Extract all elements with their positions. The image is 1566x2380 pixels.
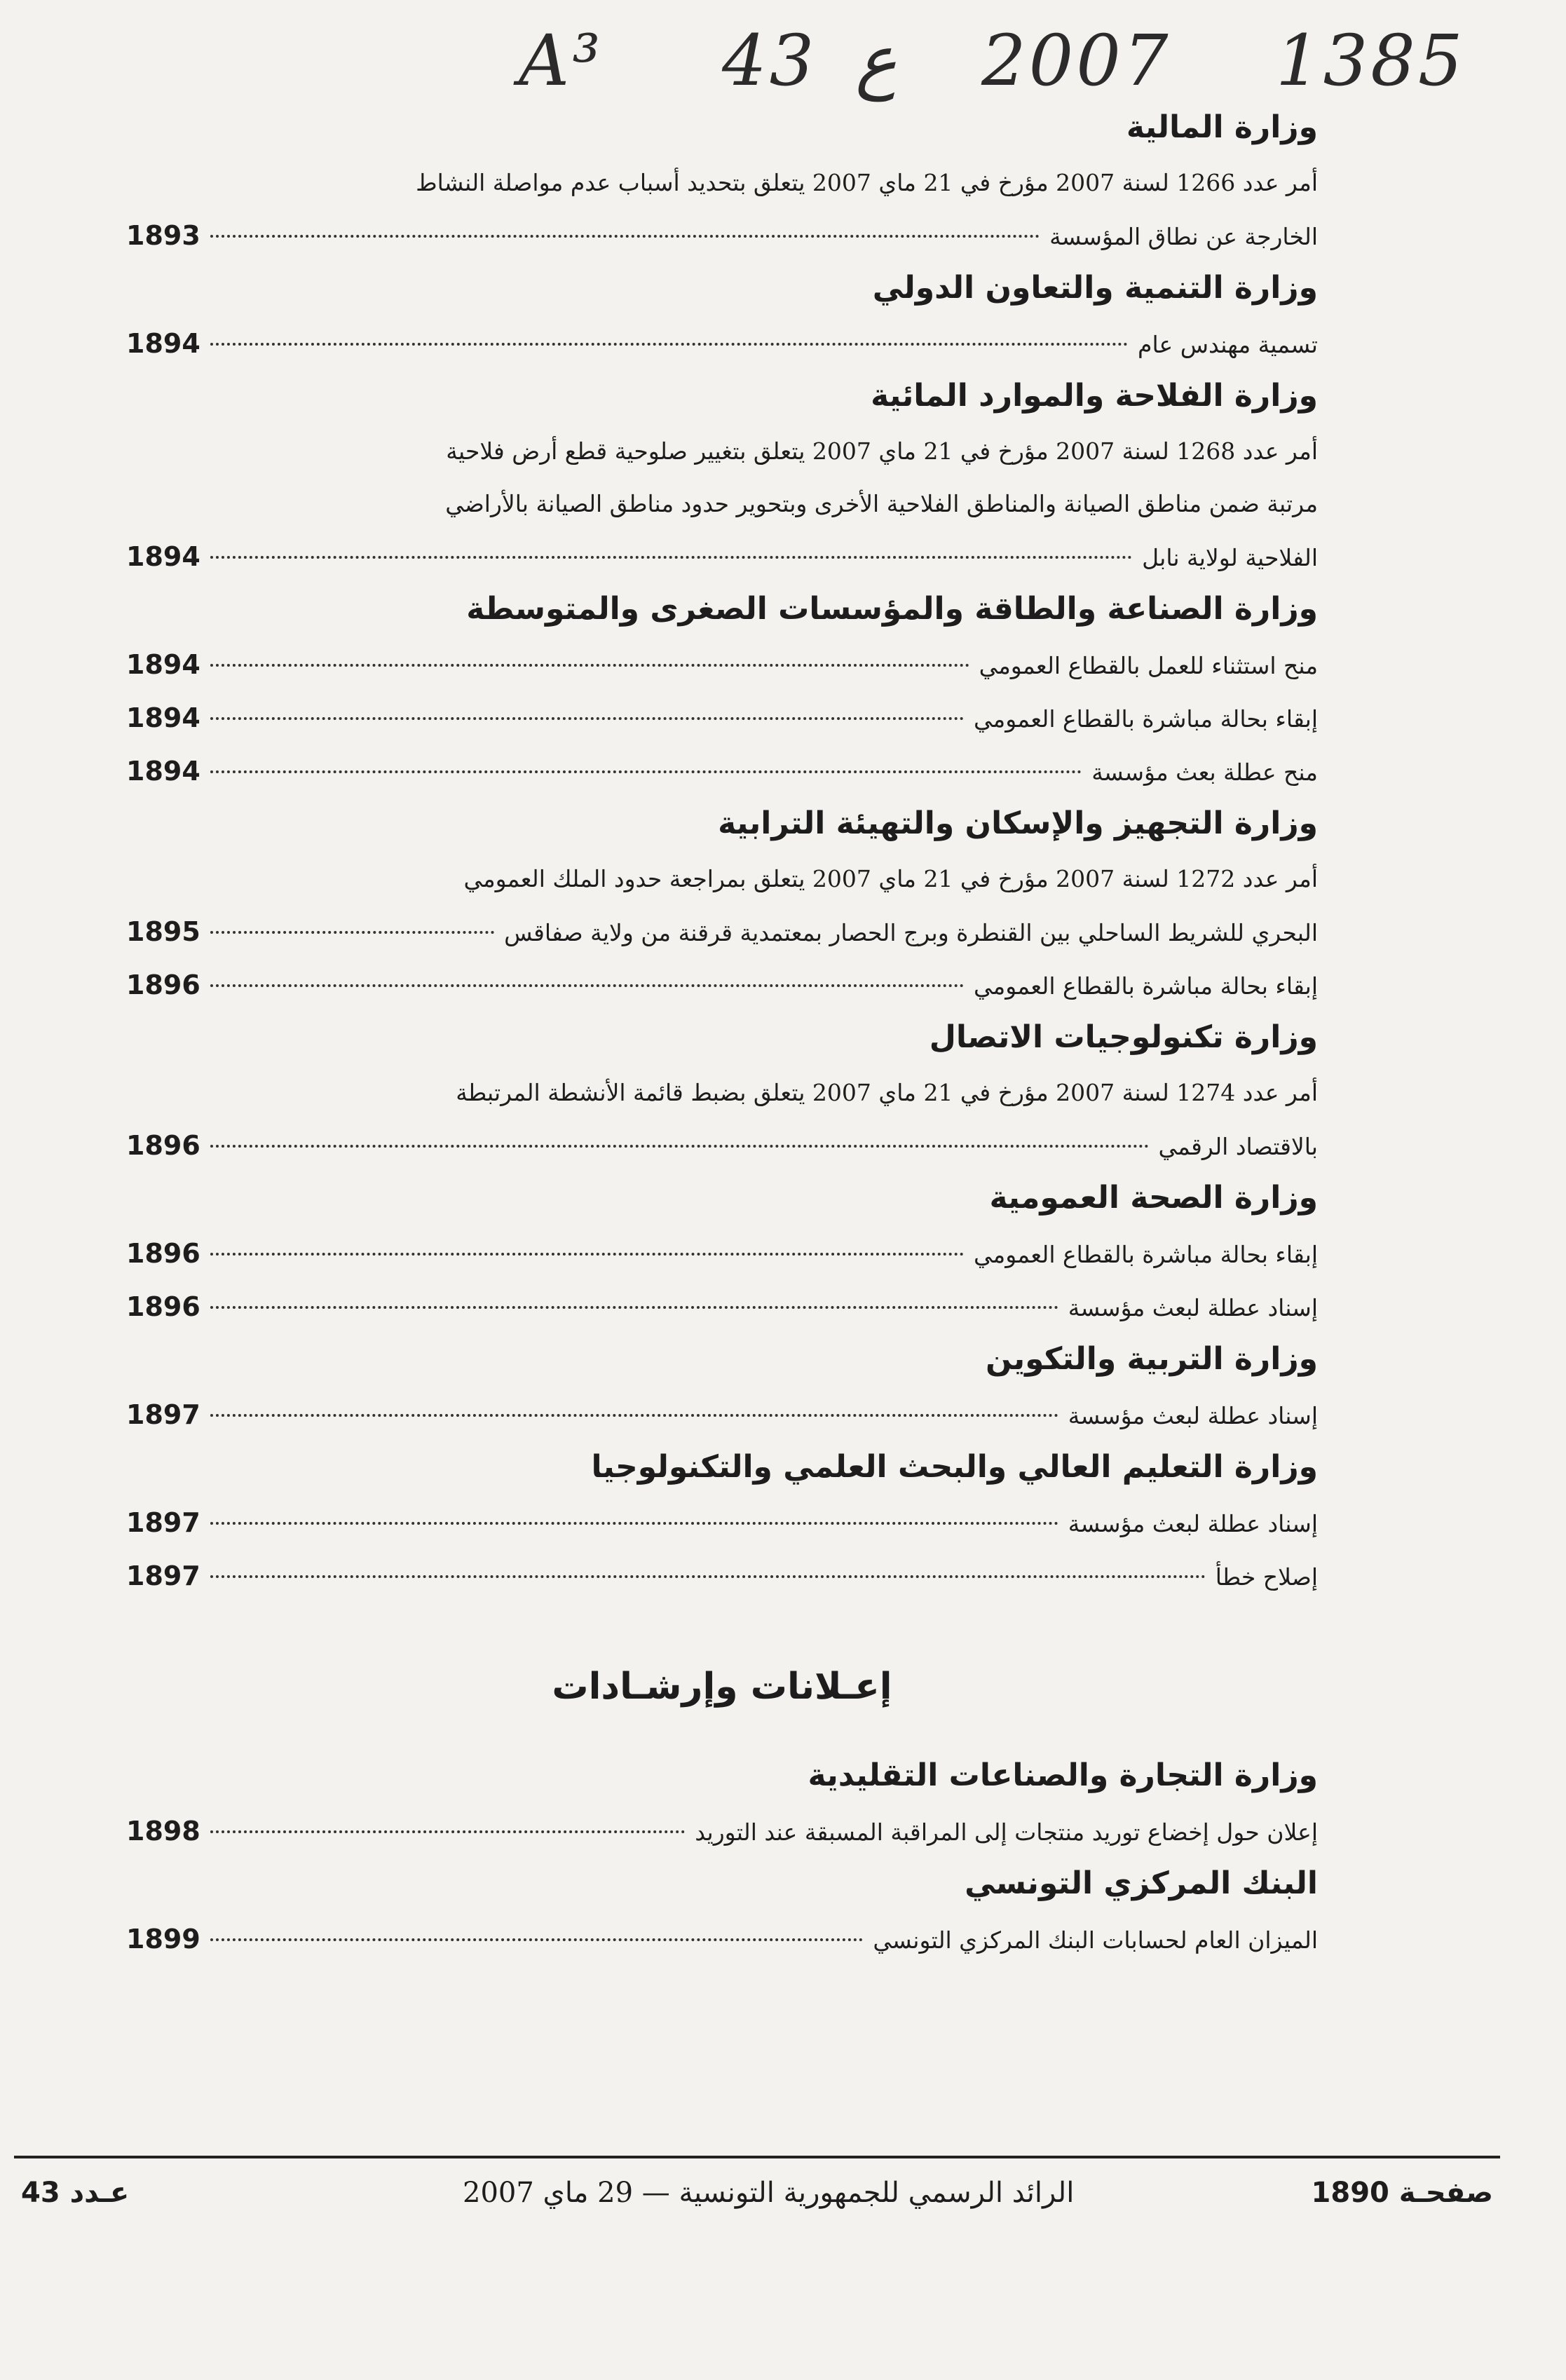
dot-leader xyxy=(210,235,1040,238)
toc-entry-text: منح استثناء للعمل بالقطاع العمومي xyxy=(979,652,1318,679)
dot-leader xyxy=(210,770,1082,773)
toc-entry-page-number: 1896 xyxy=(126,1238,200,1269)
toc-entry-page-number: 1897 xyxy=(126,1399,200,1430)
toc-entry[interactable] xyxy=(126,1912,1318,1966)
section-heading: وزارة التنمية والتعاون الدولي xyxy=(872,270,1318,306)
toc-entry-page-number: 1894 xyxy=(126,702,200,733)
toc-entry-text: إسناد عطلة لبعث مؤسسة xyxy=(1068,1294,1318,1321)
toc-entry-page-number: 1896 xyxy=(126,1291,200,1322)
toc-entry[interactable] xyxy=(126,1804,1318,1858)
handwritten-ref-issue: 43 xyxy=(722,20,817,102)
section-heading: وزارة تكنولوجيات الاتصال xyxy=(929,1019,1318,1055)
section-heading: وزارة الفلاحة والموارد المائية xyxy=(871,378,1318,414)
toc-entry-page-number: 1895 xyxy=(126,916,200,947)
toc-entry-text: إبقاء بحالة مباشرة بالقطاع العمومي xyxy=(974,705,1318,733)
entry-paragraph-line: أمر عدد 1268 لسنة 2007 مؤرخ في 21 ماي 2007 يتعلق بتغيير صلوحية قطع أرض فلاحية xyxy=(446,437,1318,465)
section-heading: وزارة التجارة والصناعات التقليدية xyxy=(808,1757,1318,1793)
toc-entry-text: بالاقتصاد الرقمي xyxy=(1158,1133,1318,1160)
handwritten-annotation xyxy=(0,20,1566,111)
handwritten-ref-year: 2007 xyxy=(981,20,1171,102)
footer-issue-number: عـدد 43 xyxy=(21,2177,130,2209)
toc-entry[interactable] xyxy=(126,638,1318,691)
footer-divider xyxy=(14,2156,1500,2158)
entry-paragraph-line: مرتبة ضمن مناطق الصيانة والمناطق الفلاحية الأخرى وبتحوير حدود مناطق الصيانة بالأراضي xyxy=(445,490,1318,517)
section-heading: وزارة الصناعة والطاقة والمؤسسات الصغرى والمتوسطة xyxy=(466,591,1318,627)
announcements-heading: إعـلانات وإرشـادات xyxy=(552,1666,892,1708)
section-heading: وزارة الصحة العمومية xyxy=(989,1180,1318,1216)
entry-paragraph-line: أمر عدد 1274 لسنة 2007 مؤرخ في 21 ماي 2007 يتعلق بضبط قائمة الأنشطة المرتبطة xyxy=(456,1079,1318,1106)
toc-entry[interactable] xyxy=(126,317,1318,370)
dot-leader xyxy=(210,556,1132,559)
dot-leader xyxy=(210,1938,864,1941)
handwritten-ref-letter: ع xyxy=(855,20,897,102)
toc-entry-page-number: 1898 xyxy=(126,1816,200,1847)
toc-entry-page-number: 1894 xyxy=(126,649,200,680)
toc-entry[interactable] xyxy=(126,744,1318,798)
toc-entry[interactable] xyxy=(126,1388,1318,1441)
toc-entry-text: البحري للشريط الساحلي بين القنطرة وبرج الحصار بمعتمدية قرقنة من ولاية صفاقس xyxy=(504,919,1318,946)
toc-entry-page-number: 1897 xyxy=(126,1507,200,1538)
toc-entry[interactable] xyxy=(126,1280,1318,1333)
toc-entry-text: الفلاحية لولاية نابل xyxy=(1142,544,1318,571)
toc-entry[interactable] xyxy=(126,1227,1318,1280)
toc-entry-text: إسناد عطلة لبعث مؤسسة xyxy=(1068,1510,1318,1537)
toc-entry-page-number: 1896 xyxy=(126,1130,200,1161)
dot-leader xyxy=(210,1306,1058,1309)
entry-paragraph-line: أمر عدد 1272 لسنة 2007 مؤرخ في 21 ماي 2007 يتعلق بمراجعة حدود الملك العمومي xyxy=(463,865,1318,892)
toc-entry[interactable] xyxy=(126,958,1318,1012)
dot-leader xyxy=(210,931,494,934)
toc-entry-text: الميزان العام لحسابات البنك المركزي التونسي xyxy=(873,1926,1318,1954)
toc-entry-text: منح عطلة بعث مؤسسة xyxy=(1091,759,1318,786)
footer-journal-title: الرائد الرسمي للجمهورية التونسية — 29 ماي 2007 xyxy=(463,2177,1075,2209)
toc-entry[interactable] xyxy=(126,1549,1318,1603)
footer-page-number: صفحـة 1890 xyxy=(1311,2177,1493,2209)
toc-entry-page-number: 1897 xyxy=(126,1560,200,1591)
dot-leader xyxy=(210,1145,1149,1148)
toc-entry-text: إبقاء بحالة مباشرة بالقطاع العمومي xyxy=(974,1241,1318,1268)
toc-entry-page-number: 1896 xyxy=(126,970,200,1000)
entry-paragraph-line: أمر عدد 1266 لسنة 2007 مؤرخ في 21 ماي 2007 يتعلق بتحديد أسباب عدم مواصلة النشاط xyxy=(416,169,1318,196)
section-heading: البنك المركزي التونسي xyxy=(965,1865,1318,1901)
toc-entry-page-number: 1893 xyxy=(126,220,200,251)
handwritten-ref-a: A³ xyxy=(519,20,604,102)
dot-leader xyxy=(210,1414,1058,1417)
section-heading: وزارة التعليم العالي والبحث العلمي والتكنولوجيا xyxy=(591,1449,1318,1485)
dot-leader xyxy=(210,1830,685,1833)
dot-leader xyxy=(210,664,969,667)
toc-entry-page-number: 1894 xyxy=(126,328,200,359)
toc-entry[interactable] xyxy=(126,1496,1318,1549)
section-heading: وزارة التربية والتكوين xyxy=(985,1341,1318,1377)
toc-entry[interactable] xyxy=(126,530,1318,583)
toc-entry[interactable] xyxy=(126,209,1318,262)
dot-leader xyxy=(210,717,964,720)
toc-entry-page-number: 1894 xyxy=(126,541,200,572)
table-of-contents xyxy=(126,102,1318,1966)
handwritten-ref-number: 1385 xyxy=(1276,20,1466,102)
toc-entry-page-number: 1899 xyxy=(126,1924,200,1954)
toc-entry-text: إبقاء بحالة مباشرة بالقطاع العمومي xyxy=(974,972,1318,1000)
section-heading: وزارة المالية xyxy=(1126,109,1318,145)
toc-entry-text: تسمية مهندس عام xyxy=(1138,331,1318,358)
dot-leader xyxy=(210,343,1128,346)
section-heading: وزارة التجهيز والإسكان والتهيئة الترابية xyxy=(718,805,1318,841)
toc-entry-text: إصلاح خطأ xyxy=(1215,1563,1318,1591)
toc-entry-text: إعلان حول إخضاع توريد منتجات إلى المراقبة المسبقة عند التوريد xyxy=(695,1818,1318,1846)
toc-entry-text: الخارجة عن نطاق المؤسسة xyxy=(1049,223,1318,250)
dot-leader xyxy=(210,1522,1058,1525)
dot-leader xyxy=(210,1253,964,1256)
toc-entry[interactable] xyxy=(126,691,1318,744)
dot-leader xyxy=(210,984,964,987)
toc-entry-page-number: 1894 xyxy=(126,756,200,787)
toc-entry-text: إسناد عطلة لبعث مؤسسة xyxy=(1068,1402,1318,1429)
toc-entry[interactable] xyxy=(126,905,1318,958)
page-footer xyxy=(14,2172,1500,2214)
toc-entry[interactable] xyxy=(126,1119,1318,1172)
dot-leader xyxy=(210,1575,1206,1578)
